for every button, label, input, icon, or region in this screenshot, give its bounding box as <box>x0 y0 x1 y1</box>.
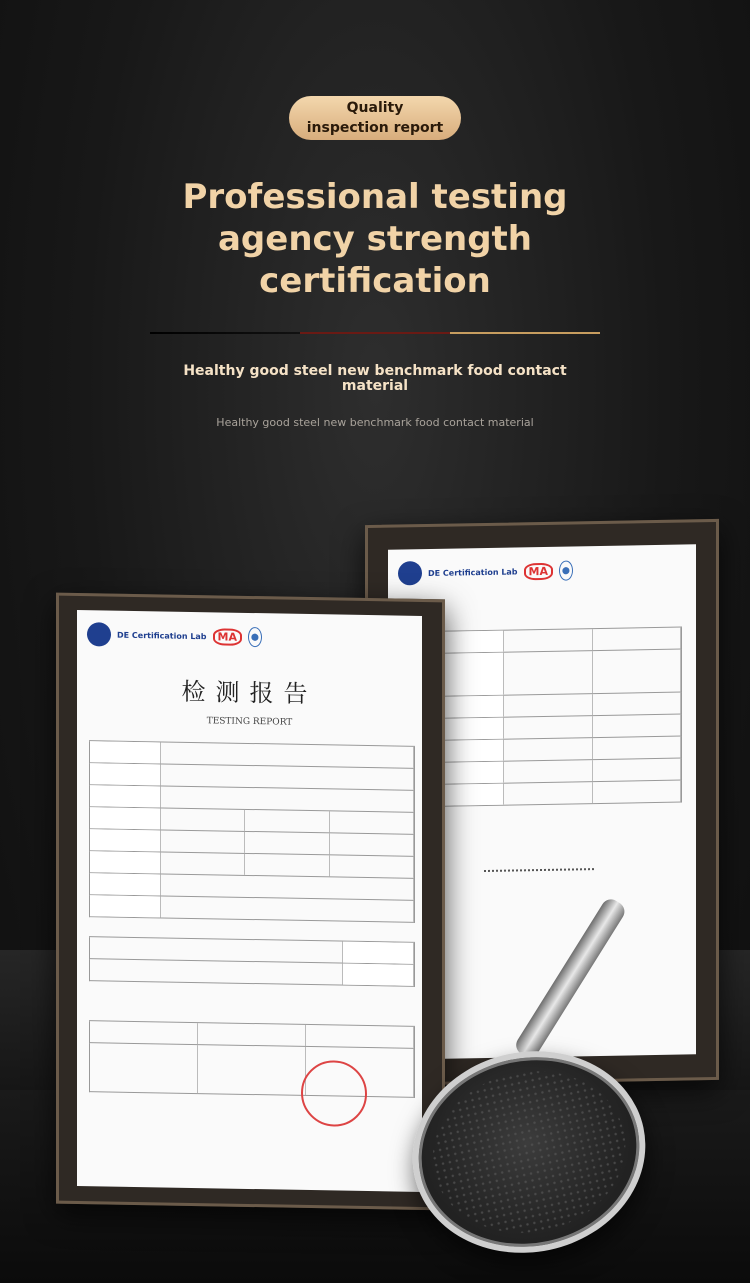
headline <box>120 176 630 302</box>
caption: Healthy good steel new benchmark food contact material <box>216 416 534 429</box>
ma-mark: MA <box>524 562 553 580</box>
certificate-frame-front <box>56 593 445 1211</box>
standard-table <box>89 936 415 987</box>
lab-name: DE Certification Lab <box>428 566 518 578</box>
headline-line-1: Professional testing <box>182 177 568 217</box>
honeycomb-surface <box>417 1054 640 1251</box>
lab-logo-icon <box>398 561 422 585</box>
headline-line-2: agency strength <box>217 219 533 259</box>
dotted-line <box>484 868 594 872</box>
results-table <box>432 627 682 807</box>
cnas-mark-icon: ⬤ <box>559 560 573 580</box>
badge-line-1: Quality <box>346 100 404 116</box>
red-seal-stamp <box>301 1060 367 1127</box>
info-table <box>89 740 415 923</box>
divider-gold <box>450 332 600 334</box>
cnas-mark-icon: ⬤ <box>248 627 262 647</box>
lab-name: DE Certification Lab <box>117 630 207 641</box>
subtitle: Healthy good steel new benchmark food contact material <box>183 363 567 394</box>
lab-logos <box>398 558 573 585</box>
quality-badge <box>289 96 461 140</box>
badge-line-2: inspection report <box>306 120 444 136</box>
report-title-en: TESTING REPORT <box>206 716 293 728</box>
report-title-cn: 检测报告 <box>181 677 318 709</box>
divider-red <box>300 332 450 334</box>
divider-black <box>150 332 300 334</box>
certificate-paper-front <box>77 610 422 1192</box>
lab-logos-front <box>87 622 262 649</box>
headline-line-3: certification <box>259 261 491 301</box>
ma-mark: MA <box>213 628 242 646</box>
lab-logo-icon <box>87 622 111 646</box>
